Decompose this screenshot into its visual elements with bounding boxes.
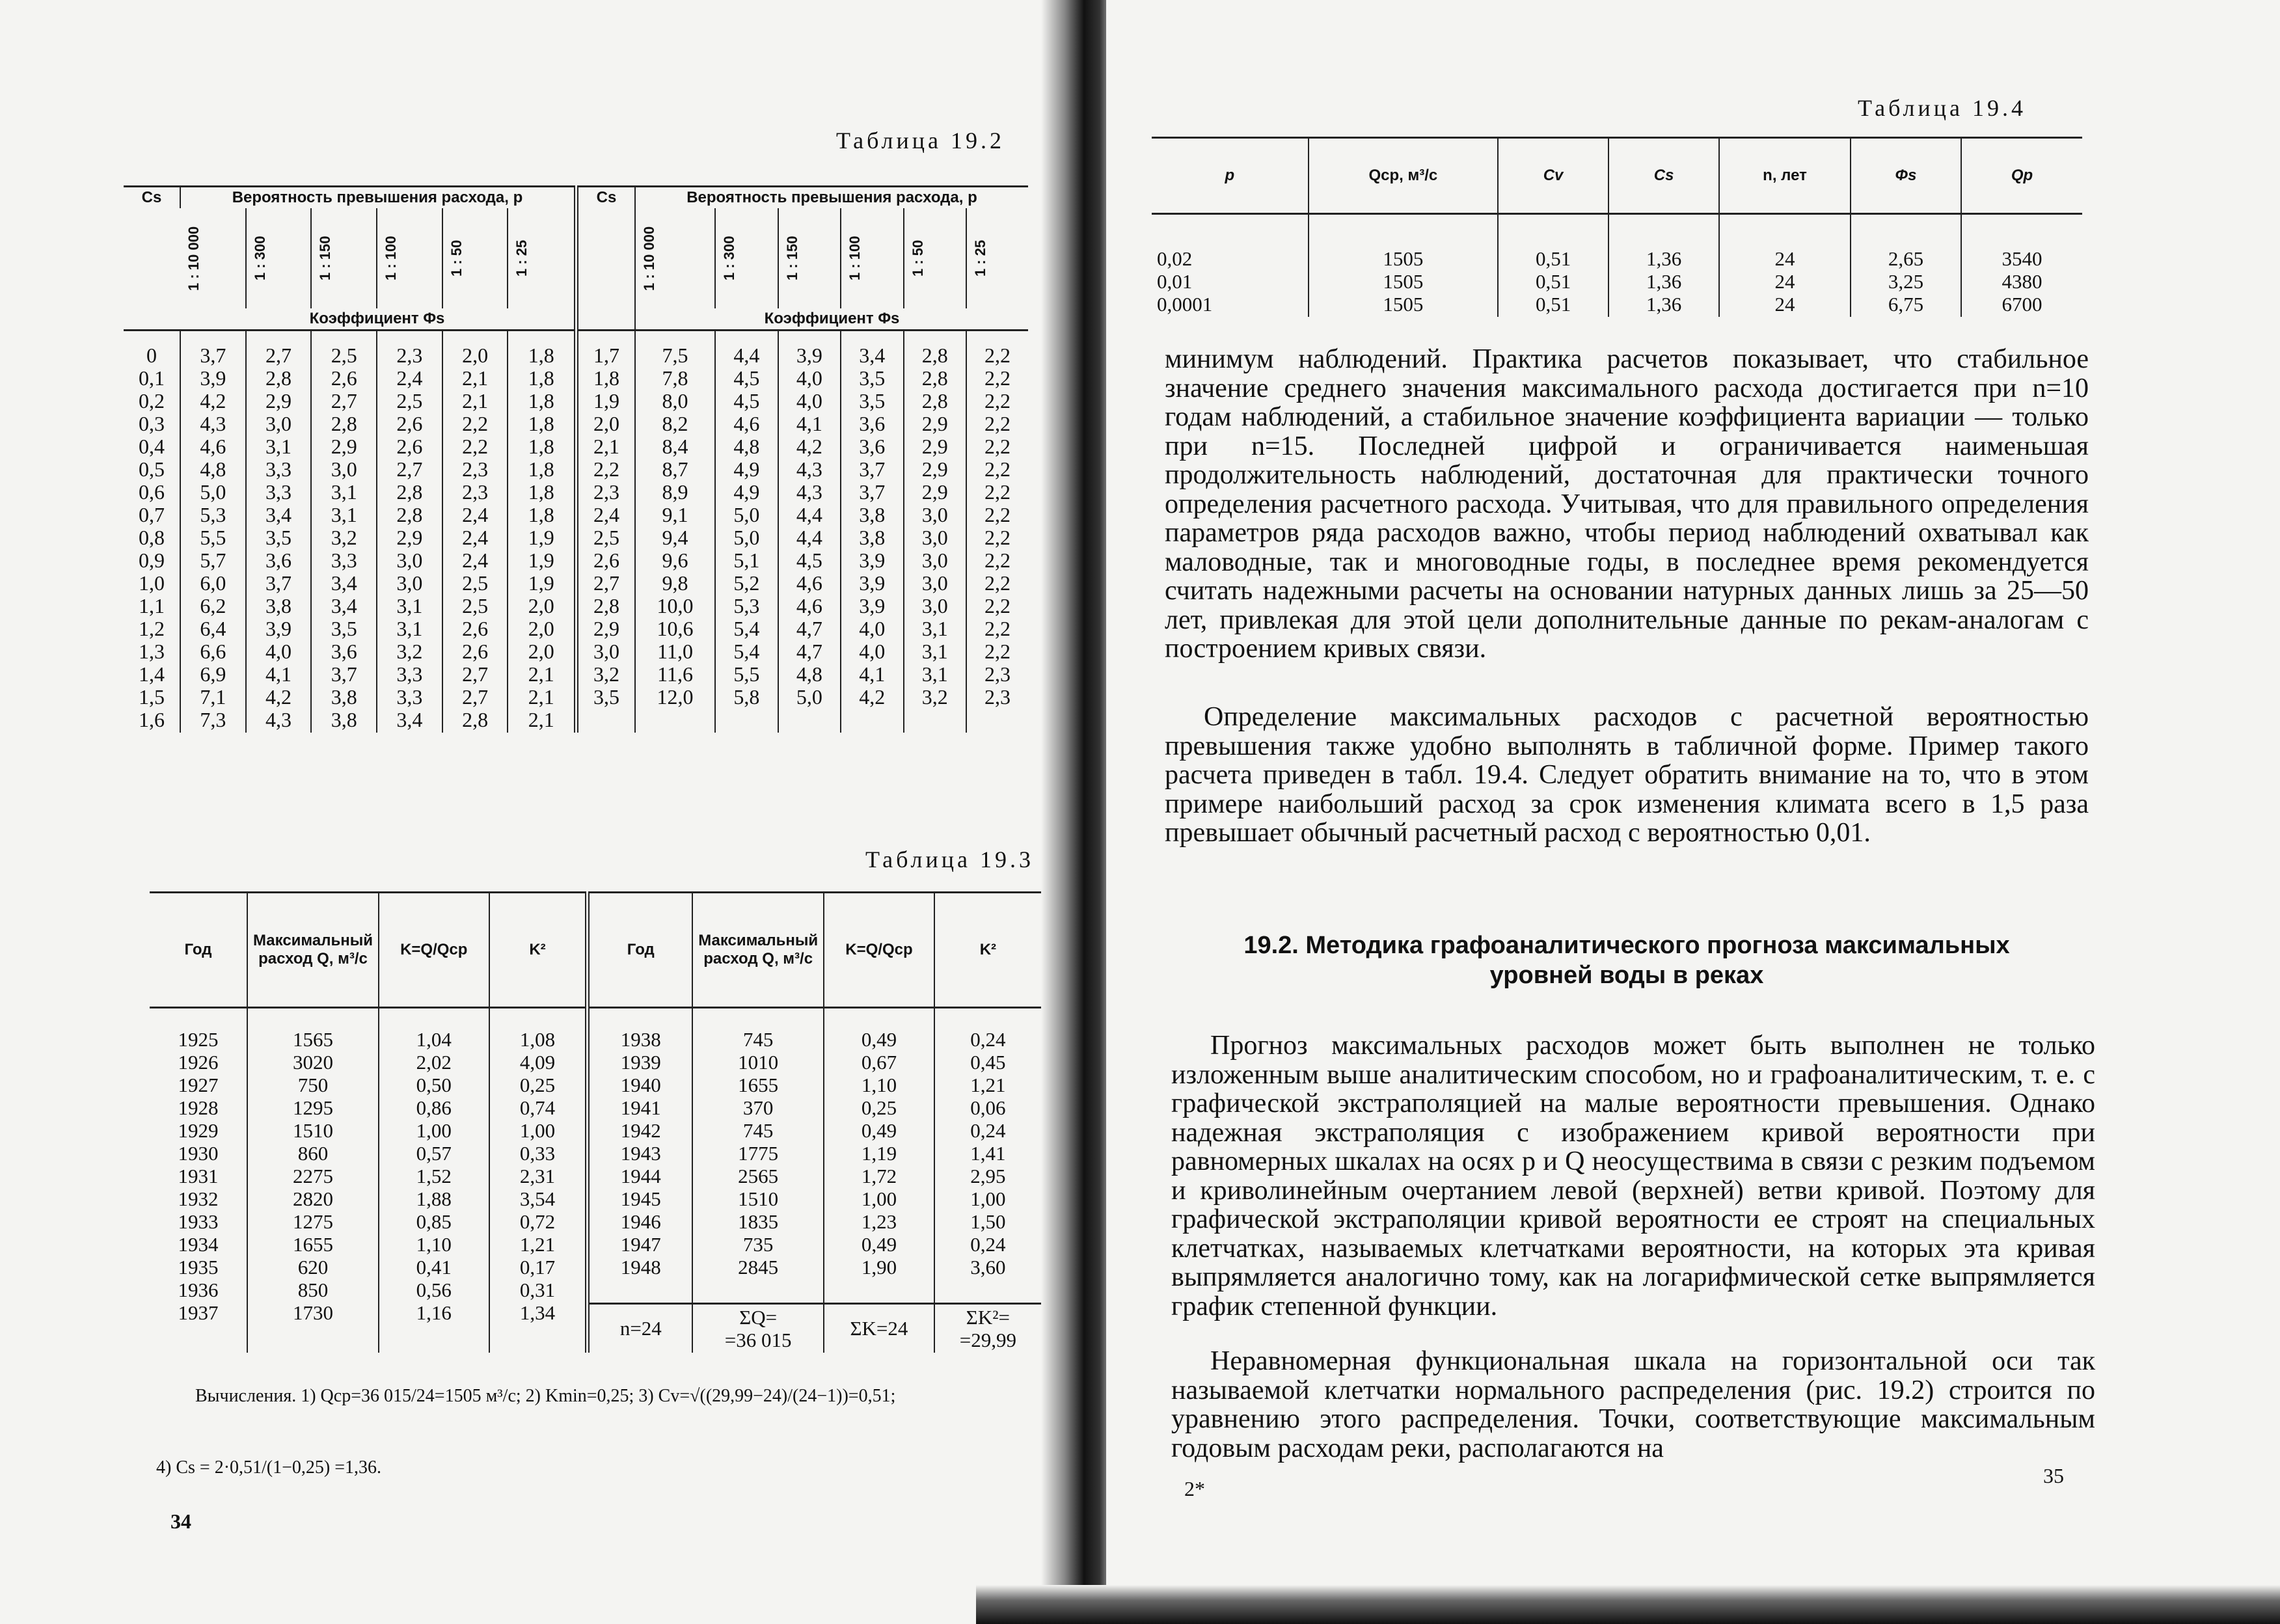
phi-column: 3,9 4,0 4,0 4,1 4,2 4,3 4,3 4,4 4,4 4,5 4,6 4,6 4,7 4,7 4,8 5,0	[778, 331, 841, 733]
paragraph-1: минимум наблюдений. Практика расчетов показывает, что стабильное значение среднего значения максимального расхода достигается при n=10 годам наблюдений, а стабильное значение коэффициента вариации — только при n=15. Последней цифрой и ограничивается наименьшая продолжительность наблюдений, достаточная для практически точного определения расчетного расхода. Учитывая, что для правильного определения параметров ряда расходов важно, чтобы период наблюдений охватывал как маловодные, так и многоводные годы, в последнее время рекомендуется считать надежными расчеты на основании натурных данных лишь за 25—50 лет, привлекая для этой цели дополнительные данные по рекам-аналогам с построением кривых связи.	[1165, 344, 2089, 664]
phi-column: 7,5 7,8 8,0 8,2 8,4 8,7 8,9 9,1 9,4 9,6 9,8 10,0 10,6 11,0 11,6 12,0	[635, 331, 715, 733]
qp-header: Qp	[1961, 138, 2082, 214]
n-years-header: n, лет	[1719, 138, 1851, 214]
prob-header: 1 : 300	[721, 236, 738, 281]
phi-column: 4,4 4,5 4,5 4,6 4,8 4,9 4,9 5,0 5,0 5,1 5,2 5,3 5,4 5,4 5,5 5,8	[715, 331, 778, 733]
cs-column: 1,36 1,36 1,36	[1608, 214, 1719, 318]
max-flow-column: 1565 3020 750 1295 1510 860 2275 2820 1275 1655 620 850 1730	[247, 1008, 379, 1353]
coefficient-label: Коэффициент Φs	[309, 310, 445, 327]
table-19-2	[124, 185, 1028, 733]
prob-header: 1 : 150	[317, 236, 334, 281]
table-19-4	[1152, 137, 2082, 317]
n-years-column: 24 24 24	[1719, 214, 1851, 318]
signature-mark: 2*	[1184, 1477, 1205, 1500]
phi-column: 2,3 2,4 2,5 2,6 2,6 2,7 2,8 2,8 2,9 3,0 3,0 3,1 3,1 3,2 3,3 3,3 3,4	[377, 331, 442, 733]
prob-header: 1 : 25	[513, 239, 530, 277]
coefficient-label-right: Коэффициент Φs	[635, 308, 1028, 331]
phi-column: 1,8 1,8 1,8 1,8 1,8 1,8 1,8 1,8 1,9 1,9 1,9 2,0 2,0 2,0 2,1 2,1 2,1	[508, 331, 576, 733]
prob-header: 1 : 100	[383, 236, 400, 281]
cv-column: 0,51 0,51 0,51	[1498, 214, 1608, 318]
total-k2: ΣK²= =29,99	[934, 1304, 1041, 1353]
k-column-right: 0,49 0,67 1,10 0,25 0,49 1,19 1,72 1,00 1,23 0,49 1,90	[824, 1008, 934, 1304]
cv-header: Cv	[1498, 138, 1608, 214]
year-column-right: 1938 1939 1940 1941 1942 1943 1944 1945 1946 1947 1948	[588, 1008, 692, 1304]
paragraph-2: Определение максимальных расходов с расчетной вероятностью превышения также удобно выполнять в табличной форме. Пример такого расчета приведен в табл. 19.4. Следует обратить внимание на то, что в этом примере наибольший расход за срок изменения климата всего в 1,5 раза превышает обычный расчетный расход с вероятностью 0,01.	[1165, 702, 2089, 848]
phi-column: 2,0 2,1 2,1 2,2 2,2 2,3 2,3 2,4 2,4 2,4 2,5 2,5 2,6 2,6 2,7 2,7 2,8	[442, 331, 508, 733]
page-number-left: 34	[170, 1509, 191, 1533]
probability-group-header: Вероятность превышения расхода, p	[180, 187, 577, 209]
phi-column: 2,65 3,25 6,75	[1851, 214, 1961, 318]
p-header: p	[1152, 138, 1309, 214]
cs-values: 0 0,1 0,2 0,3 0,4 0,5 0,6 0,7 0,8 0,9 1,0 1,1 1,2 1,3 1,4 1,5 1,6	[139, 344, 165, 731]
k2-column-right: 0,24 0,45 1,21 0,06 0,24 1,41 2,95 1,00 1,50 0,24 3,60	[934, 1008, 1041, 1304]
paragraph-4: Неравномерная функциональная шкала на горизонтальной оси так называемой клетчатки нормального распределения (рис. 19.2) строится по уравнению этого распределения. Точки, соответствующие максимальным годовым расходам реки, располагаются на	[1171, 1346, 2095, 1463]
prob-header: 1 : 10 000	[641, 226, 657, 291]
phi-column: 2,5 2,6 2,7 2,8 2,9 3,0 3,1 3,1 3,2 3,3 3,4 3,4 3,5 3,6 3,7 3,8 3,8	[311, 331, 377, 733]
prob-header: 1 : 100	[847, 236, 863, 281]
phi-header: Φs	[1851, 138, 1961, 214]
phi-column: 2,8 2,8 2,8 2,9 2,9 2,9 2,9 3,0 3,0 3,0 3,0 3,0 3,1 3,1 3,1 3,2	[904, 331, 966, 733]
k2-header: K²	[489, 893, 588, 1008]
calculation-line-1: Вычисления. 1) Qср=36 015/24=1505 м³/с; 2) Kmin=0,25; 3) Cv=√((29,99−24)/(24−1))=0,51;	[195, 1386, 896, 1406]
phi-column: 3,7 3,9 4,2 4,3 4,6 4,8 5,0 5,3 5,5 5,7 6,0 6,2 6,4 6,6 6,9 7,1 7,3	[180, 331, 246, 733]
qsr-column: 1505 1505 1505	[1309, 214, 1498, 318]
section-heading: 19.2. Методика графоаналитического прогноза максимальных уровней воды в реках	[1243, 932, 2010, 989]
k-column: 1,04 2,02 0,50 0,86 1,00 0,57 1,52 1,88 0,85 1,10 0,41 0,56 1,16	[379, 1008, 489, 1353]
prob-header: 1 : 50	[448, 239, 465, 277]
prob-header: 1 : 300	[251, 236, 268, 281]
prob-header: 1 : 150	[783, 236, 800, 281]
prob-header: 1 : 25	[972, 239, 989, 277]
phi-column: 2,7 2,8 2,9 3,0 3,1 3,3 3,3 3,4 3,5 3,6 3,7 3,8 3,9 4,0 4,1 4,2 4,3	[246, 331, 312, 733]
right-page	[1106, 0, 2280, 1624]
qp-column: 3540 4380 6700	[1961, 214, 2082, 318]
table-19-3-caption: Таблица 19.3	[865, 846, 1034, 873]
calculation-line-2: 4) Cs = 2·0,51/(1−0,25) =1,36.	[156, 1457, 382, 1478]
probability-group-header-right: Вероятность превышения расхода, p	[635, 187, 1028, 209]
k2-header-right: K²	[934, 893, 1041, 1008]
qsr-header: Qср, м³/с	[1309, 138, 1498, 214]
cs-header: Cs	[124, 187, 180, 331]
table-19-4-caption: Таблица 19.4	[1858, 95, 2026, 121]
k2-column: 1,08 4,09 0,25 0,74 1,00 0,33 2,31 3,54 0,72 1,21 0,17 0,31 1,34	[489, 1008, 588, 1353]
max-flow-column-right: 745 1010 1655 370 745 1775 2565 1510 1835 735 2845	[692, 1008, 824, 1304]
phi-column: 2,2 2,2 2,2 2,2 2,2 2,2 2,2 2,2 2,2 2,2 2,2 2,2 2,2 2,2 2,3 2,3	[966, 331, 1028, 733]
total-k: ΣK=24	[824, 1304, 934, 1353]
scan-shadow	[976, 1585, 2280, 1624]
k-header-right: K=Q/Qср	[824, 893, 934, 1008]
total-n: n=24	[588, 1304, 692, 1353]
left-page	[0, 0, 1074, 1624]
max-flow-header: Максимальный расход Q, м³/с	[247, 893, 379, 1008]
cs-header: Cs	[1608, 138, 1719, 214]
phi-column: 3,4 3,5 3,5 3,6 3,6 3,7 3,7 3,8 3,8 3,9 3,9 3,9 4,0 4,0 4,1 4,2	[841, 331, 903, 733]
year-header: Год	[150, 893, 247, 1008]
table-19-2-caption: Таблица 19.2	[836, 128, 1005, 154]
year-column: 1925 1926 1927 1928 1929 1930 1931 1932 1933 1934 1935 1936 1937	[178, 1028, 219, 1324]
cs-header-right: Cs	[577, 187, 636, 331]
cs-values-right: 1,7 1,8 1,9 2,0 2,1 2,2 2,3 2,4 2,5 2,6 2,7 2,8 2,9 3,0 3,2 3,5	[577, 331, 636, 733]
total-q: ΣQ= =36 015	[692, 1304, 824, 1353]
p-column: 0,02 0,01 0,0001	[1157, 247, 1213, 316]
max-flow-header-right: Максимальный расход Q, м³/с	[692, 893, 824, 1008]
paragraph-3: Прогноз максимальных расходов может быть выполнен не только изложенным выше аналитическим способом, но и графоаналитическим, т. е. с графической экстраполяцией на малые вероятности превышения. Однако надежная экстраполяция с изображением кривой вероятности при равномерных шкалах на осях p и Q неосуществима в связи с резким подъемом и криволинейным очертанием левой (верхней) ветви кривой. Поэтому для графической экстраполяции кривой вероятности ее строят на специальных клетчатках, называемых клетчатками вероятности, на которых эта кривая выпрямляется аналогично тому, как на логарифмической сетке выпрямляется график степенной функции.	[1171, 1031, 2095, 1321]
table-19-3	[150, 891, 1041, 1353]
page-number-right: 35	[2043, 1464, 2064, 1487]
k-header: K=Q/Qср	[379, 893, 489, 1008]
year-header-right: Год	[588, 893, 692, 1008]
prob-header: 1 : 50	[909, 239, 926, 277]
prob-header: 1 : 10 000	[185, 226, 202, 291]
